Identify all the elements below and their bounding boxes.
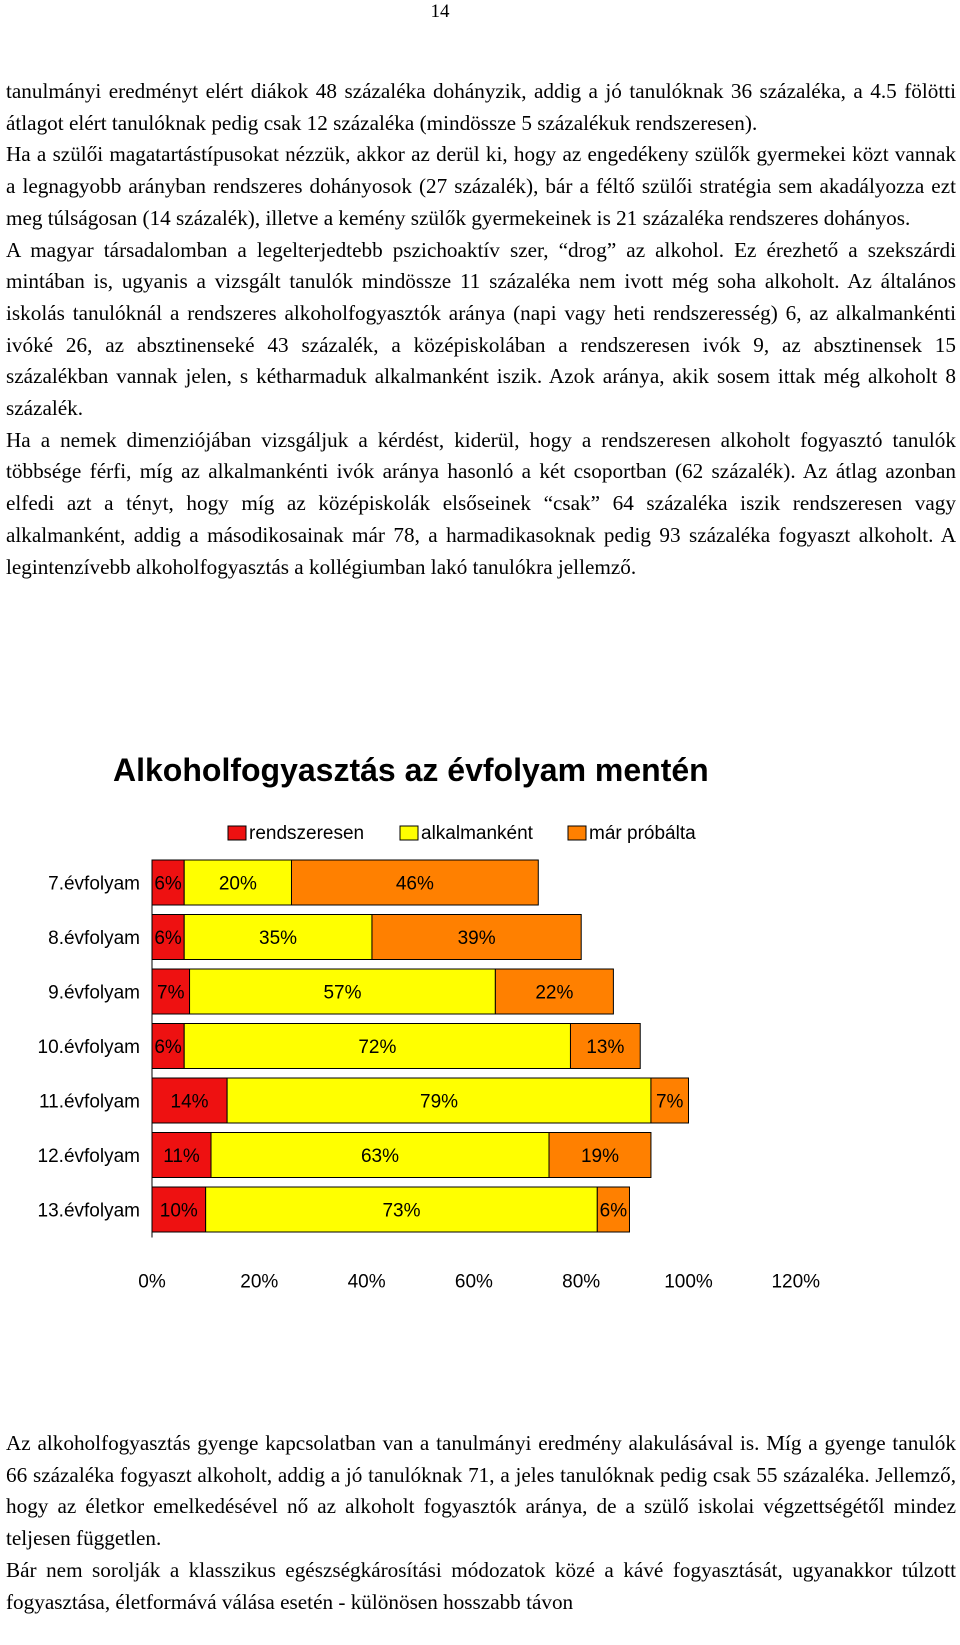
category-label: 12.évfolyam [37,1146,140,1167]
data-label: 20% [218,873,257,895]
x-tick-label: 0% [138,1271,166,1293]
x-tick-label: 100% [664,1271,713,1293]
data-label: 39% [457,928,496,949]
x-tick-label: 120% [771,1271,821,1293]
legend-swatch-már-próbálta [568,826,586,840]
data-label: 72% [358,1037,397,1058]
data-label: 73% [382,1200,421,1222]
data-label: 63% [360,1146,400,1167]
body-text-top [6,76,956,583]
category-label: 9.évfolyam [48,982,140,1004]
paragraph: tanulmányi eredményt elért diákok 48 százaléka dohányzik, addig a jó tanulóknak 36 százaléka, a 4.5 fölötti átlagot elért tanulóknak pedig csak 12 százaléka (mindössze 5 százalékuk rendszeresen). [6,79,956,135]
data-label: 46% [395,873,434,895]
x-tick-label: 60% [454,1271,493,1293]
data-label: 35% [259,928,298,949]
paragraph: Bár nem sorolják a klasszikus egészségkárosítási módozatok közé a kávé fogyasztását, ugyanakkor túlzott fogyasztása, életformává válása esetén - különösen hosszabb távon [6,1557,956,1614]
paragraph: Ha a szülői magatartástípusokat nézzük, akkor az derül ki, hogy az engedékeny szülők gyermekei közt vannak a legnagyobb arányban rendszeres dohányosok (27 százalék), bár a féltő szülői stratégia sem akadályozza ezt meg túlságosan (14 százalék), illetve a kemény szülők gyermekeinek is 21 százaléka rendszeres dohányos. [6,142,956,230]
legend-label: már próbálta [589,823,696,844]
data-label: 7% [655,1091,684,1113]
legend-label: rendszeresen [249,823,365,844]
data-label: 6% [154,1037,182,1058]
data-label: 79% [420,1091,459,1113]
paragraph: Az alkoholfogyasztás gyenge kapcsolatban van a tanulmányi eredmény alakulásával is. Míg a gyenge tanulók 66 százaléka fogyaszt alkoholt, addig a jó tanulóknak 71, a jeles tanulóknak pedig csak 55 százaléka. Jellemző, hogy az életkor emelkedésével nő az alkoholt fogyasztók aránya, de a szülő iskolai végzettségétől mindez teljesen független. [6,1431,956,1551]
x-tick-label: 80% [562,1271,601,1293]
body-text-bottom [6,1428,956,1618]
category-label: 8.évfolyam [48,928,140,949]
data-label: 57% [323,982,362,1004]
data-label: 11% [163,1146,200,1167]
chart-title: Alkoholfogyasztás az évfolyam mentén [113,752,709,788]
x-tick-label: 20% [240,1271,279,1293]
paragraph: A magyar társadalomban a legelterjedtebb pszichoaktív szer, “drog” az alkohol. Ez érezhető a szekszárdi mintában is, ugyanis a vizsgált tanulók mindössze 11 százaléka nem ivott még soha alkoholt. Az általános iskolás tanulóknál a rendszeres alkoholfogyasztók aránya (napi vagy heti rendszeresség) 6, az alkalmankénti ivóké 26, az absztinenseké 43 százalék, a középiskolában a rendszeresen ivók 9, az absztinensek 15 százalékban vannak jelen, s kétharmaduk alkalmanként iszik. Azok aránya, akik sosem ittak még alkoholt 8 százalék. [6,237,956,421]
x-tick-label: 40% [347,1271,386,1293]
page-number: 14 [430,1,450,22]
category-label: 10.évfolyam [37,1037,140,1058]
alcohol-consumption-chart [0,822,960,1293]
category-label: 13.évfolyam [37,1200,140,1222]
legend-label: alkalmanként [421,823,533,844]
data-label: 14% [170,1091,209,1113]
legend-swatch-alkalmanként [400,826,418,840]
data-label: 6% [154,873,182,895]
data-label: 6% [599,1200,628,1222]
paragraph: Ha a nemek dimenziójában vizsgáljuk a kérdést, kiderül, hogy a rendszeresen alkoholt fogyasztó tanulók többsége férfi, míg az alkalmankénti ivók aránya hasonló a két csoportban (62 százalék). Az átlag azonban elfedi azt a tényt, hogy míg az középiskolák elsőseinek “csak” 64 százaléka iszik rendszeresen vagy alkalmanként, addig a másodikosainak már 78, a harmadikasoknak pedig 93 százaléka fogyaszt alkoholt. A legintenzívebb alkoholfogyasztás a kollégiumban lakó tanulókra jellemző. [6,427,956,579]
category-label: 7.évfolyam [48,873,140,895]
data-label: 10% [159,1200,198,1222]
data-label: 7% [157,982,185,1004]
data-label: 13% [586,1037,625,1058]
data-label: 22% [535,982,574,1004]
data-label: 6% [154,928,182,949]
category-label: 11.évfolyam [38,1091,140,1113]
data-label: 19% [580,1146,619,1167]
legend-swatch-rendszeresen [228,826,246,840]
